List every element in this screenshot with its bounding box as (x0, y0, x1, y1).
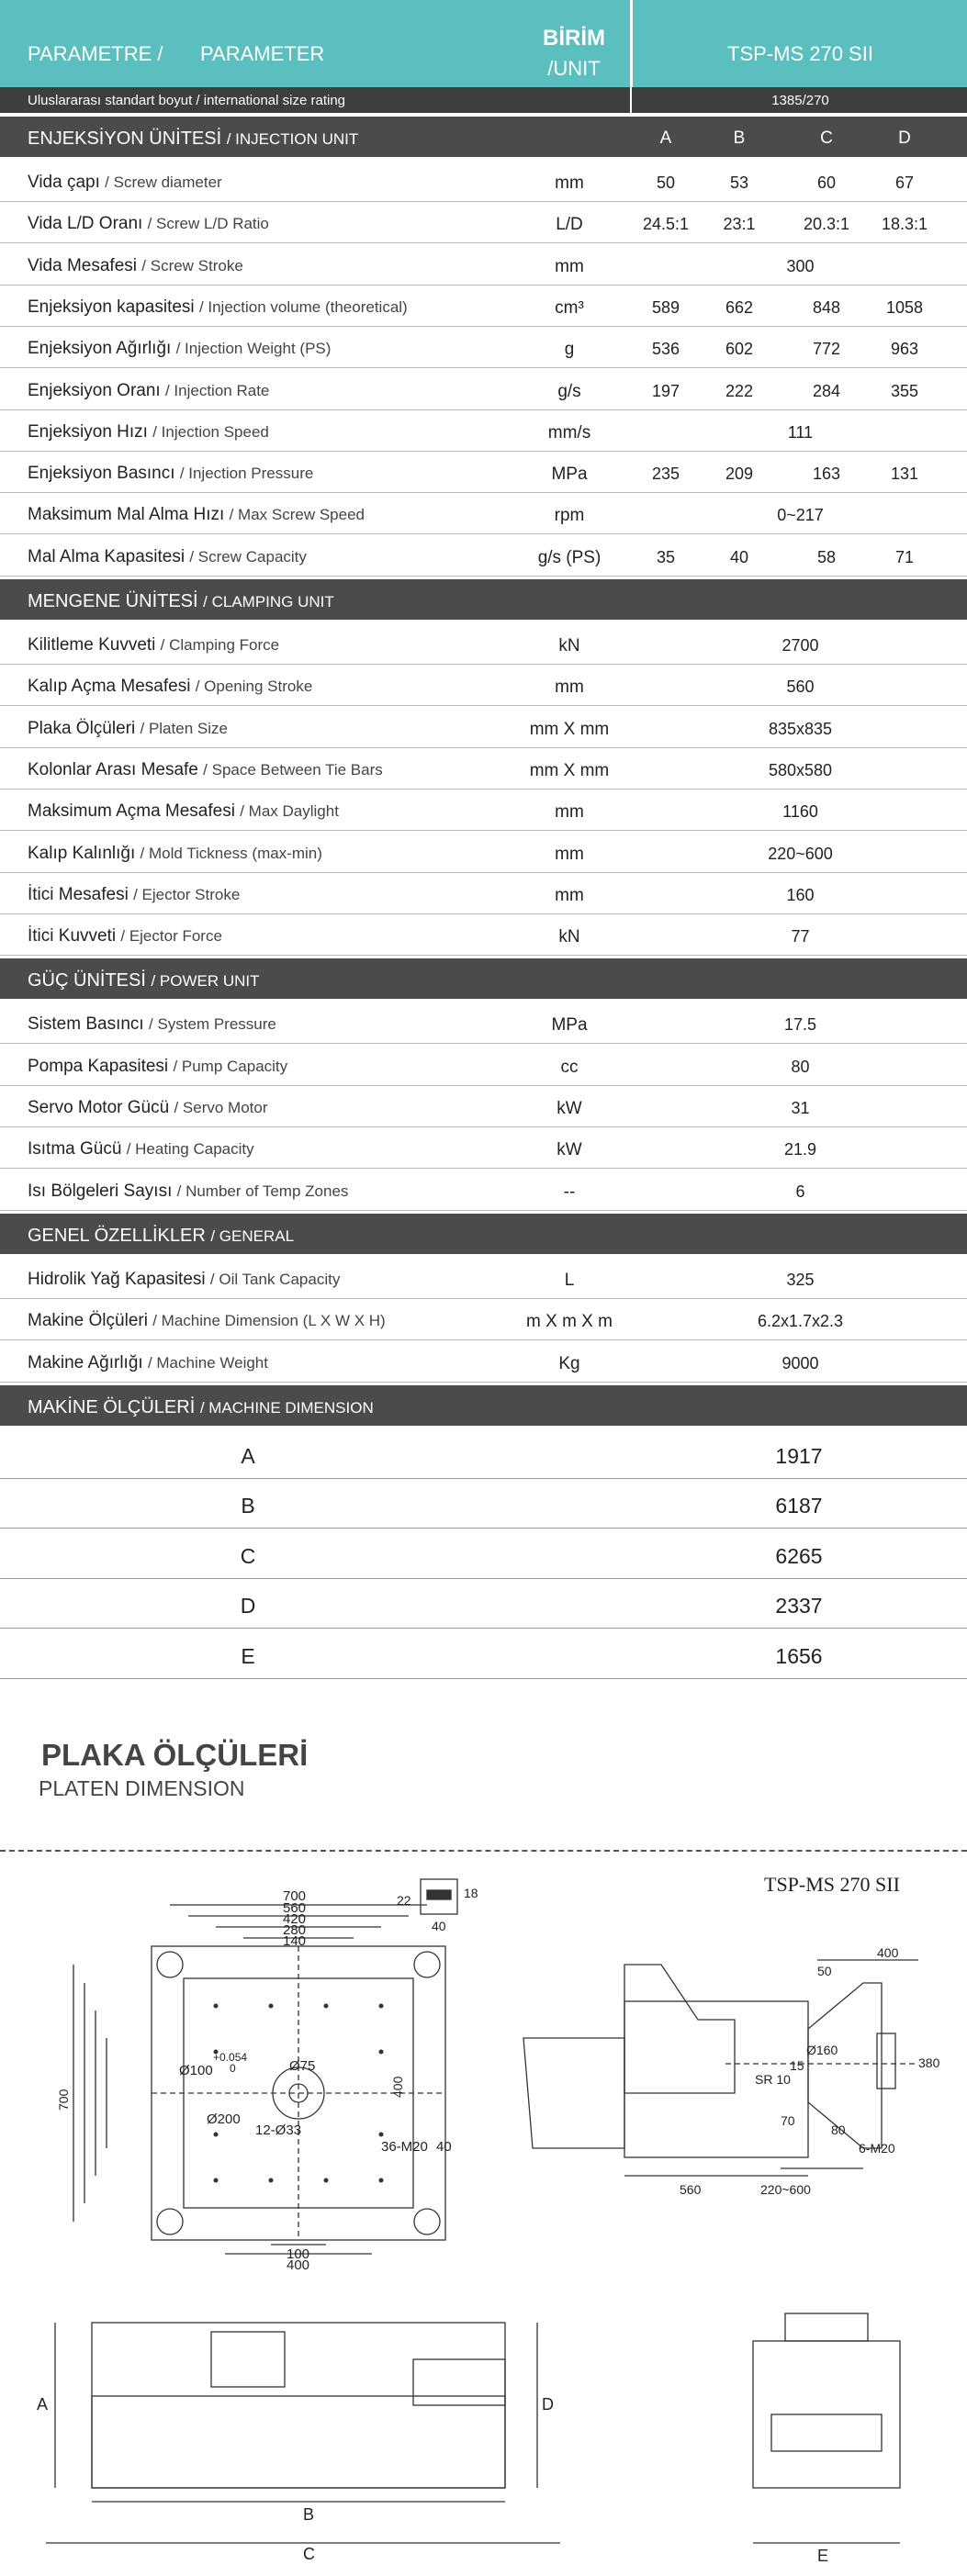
machine-dim-row (0, 1630, 967, 1679)
dim-label: 700 (56, 2089, 71, 2111)
spec-row (0, 665, 967, 706)
spec-value: 160 (786, 885, 815, 904)
spec-value: 31 (791, 1099, 810, 1117)
unit-value: m X m X m (526, 1312, 613, 1332)
platen-front-drawing (55, 1877, 496, 2272)
unit-value: kW (557, 1099, 582, 1118)
param-label: Kolonlar Arası Mesafe / Space Between Tie Bars (28, 759, 383, 779)
spec-row (0, 623, 967, 665)
unit-value: mm (555, 885, 584, 905)
platen-base (523, 2038, 624, 2148)
unit-value: MPa (551, 1015, 588, 1036)
param-tr-heading: PARAMETRE / (28, 42, 163, 65)
dim-label: 400 (390, 2076, 405, 2098)
spec-row (0, 369, 967, 410)
param-label: İtici Mesafesi / Ejector Stroke (28, 884, 241, 904)
dim-label: 22 (397, 1893, 411, 1908)
dim-label: Ø160 (806, 2043, 838, 2057)
column-header: C (820, 129, 833, 148)
unit-value: L (564, 1270, 575, 1290)
param-label: Isı Bölgeleri Sayısı / Number of Temp Zones (28, 1181, 349, 1201)
tie-bar-hole (414, 1952, 440, 1977)
unit-value: mm X mm (529, 719, 610, 739)
unit-value: cc (560, 1057, 579, 1077)
dim-label-c: C (303, 2545, 315, 2561)
injection-section-header (0, 117, 967, 157)
spec-value: 848 (812, 297, 841, 317)
spec-value: 300 (786, 256, 815, 275)
spec-row (0, 1170, 967, 1211)
param-label: Plaka Ölçüleri / Platen Size (28, 718, 228, 738)
param-label: Vida çapı / Screw diameter (28, 173, 222, 192)
section-title: MAKİNE ÖLÇÜLERİ / MACHINE DIMENSION (28, 1396, 374, 1417)
dim-value: 6265 (775, 1543, 823, 1568)
spec-value: 24.5:1 (642, 215, 690, 234)
dim-label: 0 (230, 2062, 236, 2075)
spec-row (0, 1299, 967, 1340)
unit-value: g (564, 340, 575, 360)
machine-dim-row (0, 1429, 967, 1479)
hopper (785, 2313, 868, 2341)
dim-label: 100 (287, 2246, 310, 2262)
dim-label: Ø100 (179, 2063, 213, 2078)
spec-header (0, 0, 967, 87)
dim-label: 220~600 (760, 2182, 811, 2197)
unit-value: g/s (557, 381, 581, 401)
param-label: Sistem Basıncı / System Pressure (28, 1014, 276, 1035)
unit-en-heading: /UNIT (547, 57, 601, 80)
clamping-section-header (0, 579, 967, 620)
dim-label: 40 (432, 1919, 446, 1933)
dashed-divider (0, 1850, 967, 1852)
section-title: MENGENE ÜNİTESİ / CLAMPING UNIT (28, 591, 334, 611)
spec-value: 325 (786, 1270, 815, 1289)
spec-value: 20.3:1 (803, 215, 850, 234)
section-title: ENJEKSİYON ÜNİTESİ / INJECTION UNIT (28, 129, 359, 149)
dim-label: 140 (283, 1933, 307, 1949)
param-label: Enjeksiyon Oranı / Injection Rate (28, 380, 270, 400)
dim-label-e: E (817, 2547, 829, 2565)
machine_dim-section-header (0, 1385, 967, 1426)
spec-row (0, 832, 967, 873)
dim-label-a: A (37, 2395, 49, 2414)
unit-value: mm (555, 256, 584, 276)
dim-label: 400 (877, 1946, 899, 1960)
machine-dim-row (0, 1479, 967, 1529)
spec-row (0, 748, 967, 790)
spec-value: 284 (812, 381, 841, 400)
spec-value: 835x835 (768, 719, 833, 738)
param-label: Maksimum Açma Mesafesi / Max Daylight (28, 801, 339, 822)
spec-row (0, 286, 967, 327)
spec-value: 9000 (781, 1353, 819, 1372)
spec-value: 602 (725, 340, 754, 359)
spec-value: 23:1 (723, 215, 756, 234)
dim-key: D (240, 1594, 256, 1618)
safety-window (211, 2332, 285, 2387)
spec-value: 67 (894, 174, 915, 192)
spec-value: 80 (791, 1057, 810, 1076)
tie-bar-hole (157, 2209, 183, 2234)
size-rating-row (0, 87, 967, 113)
param-label: Hidrolik Yağ Kapasitesi / Oil Tank Capacity (28, 1269, 341, 1289)
spec-value: 963 (890, 340, 919, 359)
machine-front-drawing (735, 2295, 918, 2570)
dim-label: 280 (283, 1922, 307, 1938)
dim-key: A (241, 1443, 255, 1468)
platen-body (624, 1965, 735, 2093)
unit-value: mm/s (547, 422, 591, 442)
spec-value: 40 (729, 547, 749, 566)
spec-row (0, 327, 967, 368)
divider (630, 87, 632, 113)
unit-value: L/D (556, 215, 583, 235)
dim-label: 6-M20 (859, 2141, 895, 2156)
spec-value: 50 (656, 174, 676, 192)
spec-row (0, 707, 967, 748)
spec-value: 18.3:1 (881, 215, 928, 234)
unit-value: mm (555, 802, 584, 823)
spec-value: 111 (787, 422, 814, 442)
unit-value: cm³ (555, 297, 584, 318)
unit-value: rpm (554, 506, 585, 526)
spec-value: 560 (786, 678, 815, 697)
spec-value: 60 (816, 174, 837, 192)
dim-label: +0.054 (213, 2051, 248, 2064)
dim-label: 80 (831, 2122, 846, 2137)
spec-value: 222 (725, 381, 754, 400)
spec-row (0, 914, 967, 956)
dim-value: 2337 (775, 1594, 823, 1618)
spec-row (0, 1258, 967, 1299)
param-en-heading: PARAMETER (200, 42, 325, 65)
spec-row (0, 244, 967, 286)
spec-row (0, 1045, 967, 1086)
dim-label: 50 (817, 1964, 832, 1978)
dim-label: 12-Ø33 (255, 2122, 302, 2138)
tie-bar-hole (414, 2209, 440, 2234)
size-rating-value: 1385/270 (771, 93, 829, 108)
dim-label-b: B (303, 2505, 315, 2524)
spec-value: 53 (729, 174, 749, 192)
unit-value: -- (563, 1182, 576, 1202)
param-label: Servo Motor Gücü / Servo Motor (28, 1098, 268, 1117)
param-label: Kilitleme Kuvveti / Clamping Force (28, 635, 280, 655)
spec-value: 662 (725, 297, 754, 317)
spec-row (0, 161, 967, 202)
unit-value: mm (555, 174, 584, 193)
param-label: Vida L/D Oranı / Screw L/D Ratio (28, 214, 269, 234)
divider (630, 0, 633, 87)
param-label: Enjeksiyon Basıncı / Injection Pressure (28, 464, 314, 484)
param-label: Kalıp Kalınlığı / Mold Tickness (max-min) (28, 843, 322, 863)
machine-dim-row (0, 1579, 967, 1629)
dim-label: 70 (781, 2113, 795, 2128)
spec-row (0, 873, 967, 914)
dim-label-d: D (542, 2395, 554, 2414)
spec-row (0, 493, 967, 534)
unit-tr-heading: BİRİM (543, 26, 605, 50)
dim-key: E (241, 1643, 255, 1668)
spec-value: 131 (890, 465, 919, 484)
dim-value: 6187 (775, 1494, 823, 1518)
dim-key: B (241, 1494, 255, 1518)
dim-label: 18 (464, 1886, 478, 1900)
spec-value: 580x580 (768, 760, 833, 779)
unit-value: Kg (558, 1353, 580, 1373)
dim-key: C (240, 1543, 256, 1568)
dim-label: 380 (918, 2055, 940, 2070)
spec-row (0, 410, 967, 452)
platen-title: PLAKA ÖLÇÜLERİ (41, 1738, 309, 1772)
param-label: Maksimum Mal Alma Hızı / Max Screw Speed (28, 505, 365, 525)
spec-value: 220~600 (768, 844, 833, 863)
dim-label: 36-M20 (381, 2139, 428, 2155)
param-label: Kalıp Açma Mesafesi / Opening Stroke (28, 677, 313, 697)
dim-label: 15 (790, 2058, 804, 2073)
param-label: Enjeksiyon Ağırlığı / Injection Weight (PS) (28, 339, 332, 359)
dim-label: 40 (436, 2139, 452, 2155)
unit-value: kW (557, 1140, 582, 1160)
dim-label: 700 (283, 1888, 307, 1904)
spec-value: 35 (656, 547, 676, 566)
param-label: Makine Ağırlığı / Machine Weight (28, 1352, 268, 1372)
spec-value: 1058 (885, 297, 924, 317)
section-title: GENEL ÖZELLİKLER / GENERAL (28, 1225, 295, 1246)
unit-value: MPa (551, 465, 588, 485)
tie-bar-hole (157, 1952, 183, 1977)
general-section-header (0, 1214, 967, 1254)
dim-label: SR 10 (755, 2072, 791, 2087)
dim-label: 560 (283, 1900, 307, 1916)
dim-label: 400 (287, 2257, 310, 2272)
spec-row (0, 1341, 967, 1383)
spec-value: 17.5 (783, 1015, 817, 1035)
unit-value: g/s (PS) (537, 547, 602, 567)
injection-unit (413, 2359, 505, 2405)
spec-value: 355 (890, 381, 919, 400)
platen-subtitle: PLATEN DIMENSION (39, 1776, 245, 1800)
dim-value: 1917 (775, 1443, 823, 1468)
spec-value: 6.2x1.7x2.3 (757, 1312, 844, 1331)
model-heading: TSP-MS 270 SII (727, 42, 873, 65)
spec-value: 77 (791, 927, 810, 946)
param-label: İtici Kuvveti / Ejector Force (28, 926, 222, 946)
size-rating-label: Uluslararası standart boyut / international size rating (28, 93, 346, 108)
spec-value: 772 (812, 340, 841, 359)
unit-value: mm (555, 844, 584, 864)
param-label: Vida Mesafesi / Screw Stroke (28, 255, 243, 275)
spec-value: 0~217 (777, 506, 824, 525)
unit-value: kN (558, 927, 580, 947)
spec-row (0, 1086, 967, 1127)
spec-value: 209 (725, 465, 754, 484)
spec-row (0, 790, 967, 831)
dim-label: Ø75 (289, 2058, 316, 2074)
spec-value: 21.9 (783, 1140, 817, 1159)
param-label: Pompa Kapasitesi / Pump Capacity (28, 1056, 288, 1076)
param-label: Enjeksiyon Hızı / Injection Speed (28, 421, 269, 442)
power-section-header (0, 958, 967, 999)
machine-side-drawing (28, 2295, 579, 2561)
column-header: D (898, 129, 911, 148)
param-label: Mal Alma Kapasitesi / Screw Capacity (28, 546, 307, 566)
spec-row (0, 1127, 967, 1169)
unit-value: kN (558, 636, 580, 655)
param-label: Isıtma Gücü / Heating Capacity (28, 1139, 254, 1159)
machine-dim-row (0, 1529, 967, 1579)
spec-value: 71 (894, 547, 915, 566)
param-label: Makine Ölçüleri / Machine Dimension (L X W X H) (28, 1311, 386, 1331)
drawing-model-label: TSP-MS 270 SII (764, 1873, 900, 1896)
section-title: GÜÇ ÜNİTESİ / POWER UNIT (28, 970, 260, 991)
spec-row (0, 452, 967, 493)
column-header: A (659, 129, 672, 148)
spec-value: 2700 (781, 636, 819, 655)
param-label: Enjeksiyon kapasitesi / Injection volume (theoretical) (28, 297, 408, 317)
spec-value: 6 (795, 1182, 805, 1201)
spec-value: 536 (651, 340, 680, 359)
dim-value: 1656 (775, 1643, 823, 1668)
spec-value: 589 (651, 297, 680, 317)
platen-side-drawing (514, 1946, 946, 2222)
spec-value: 197 (651, 381, 680, 400)
spec-row (0, 202, 967, 243)
dim-label: Ø200 (207, 2111, 241, 2127)
spec-value: 235 (651, 465, 680, 484)
dim-label: 420 (283, 1911, 307, 1927)
spec-value: 1160 (782, 802, 818, 822)
dim-label: 560 (680, 2182, 702, 2197)
spec-value: 58 (816, 547, 837, 566)
column-header: B (733, 129, 746, 148)
spec-value: 163 (812, 465, 841, 484)
unit-value: mm (555, 678, 584, 698)
unit-value: mm X mm (529, 760, 610, 780)
spec-row (0, 1002, 967, 1044)
spec-row (0, 535, 967, 577)
